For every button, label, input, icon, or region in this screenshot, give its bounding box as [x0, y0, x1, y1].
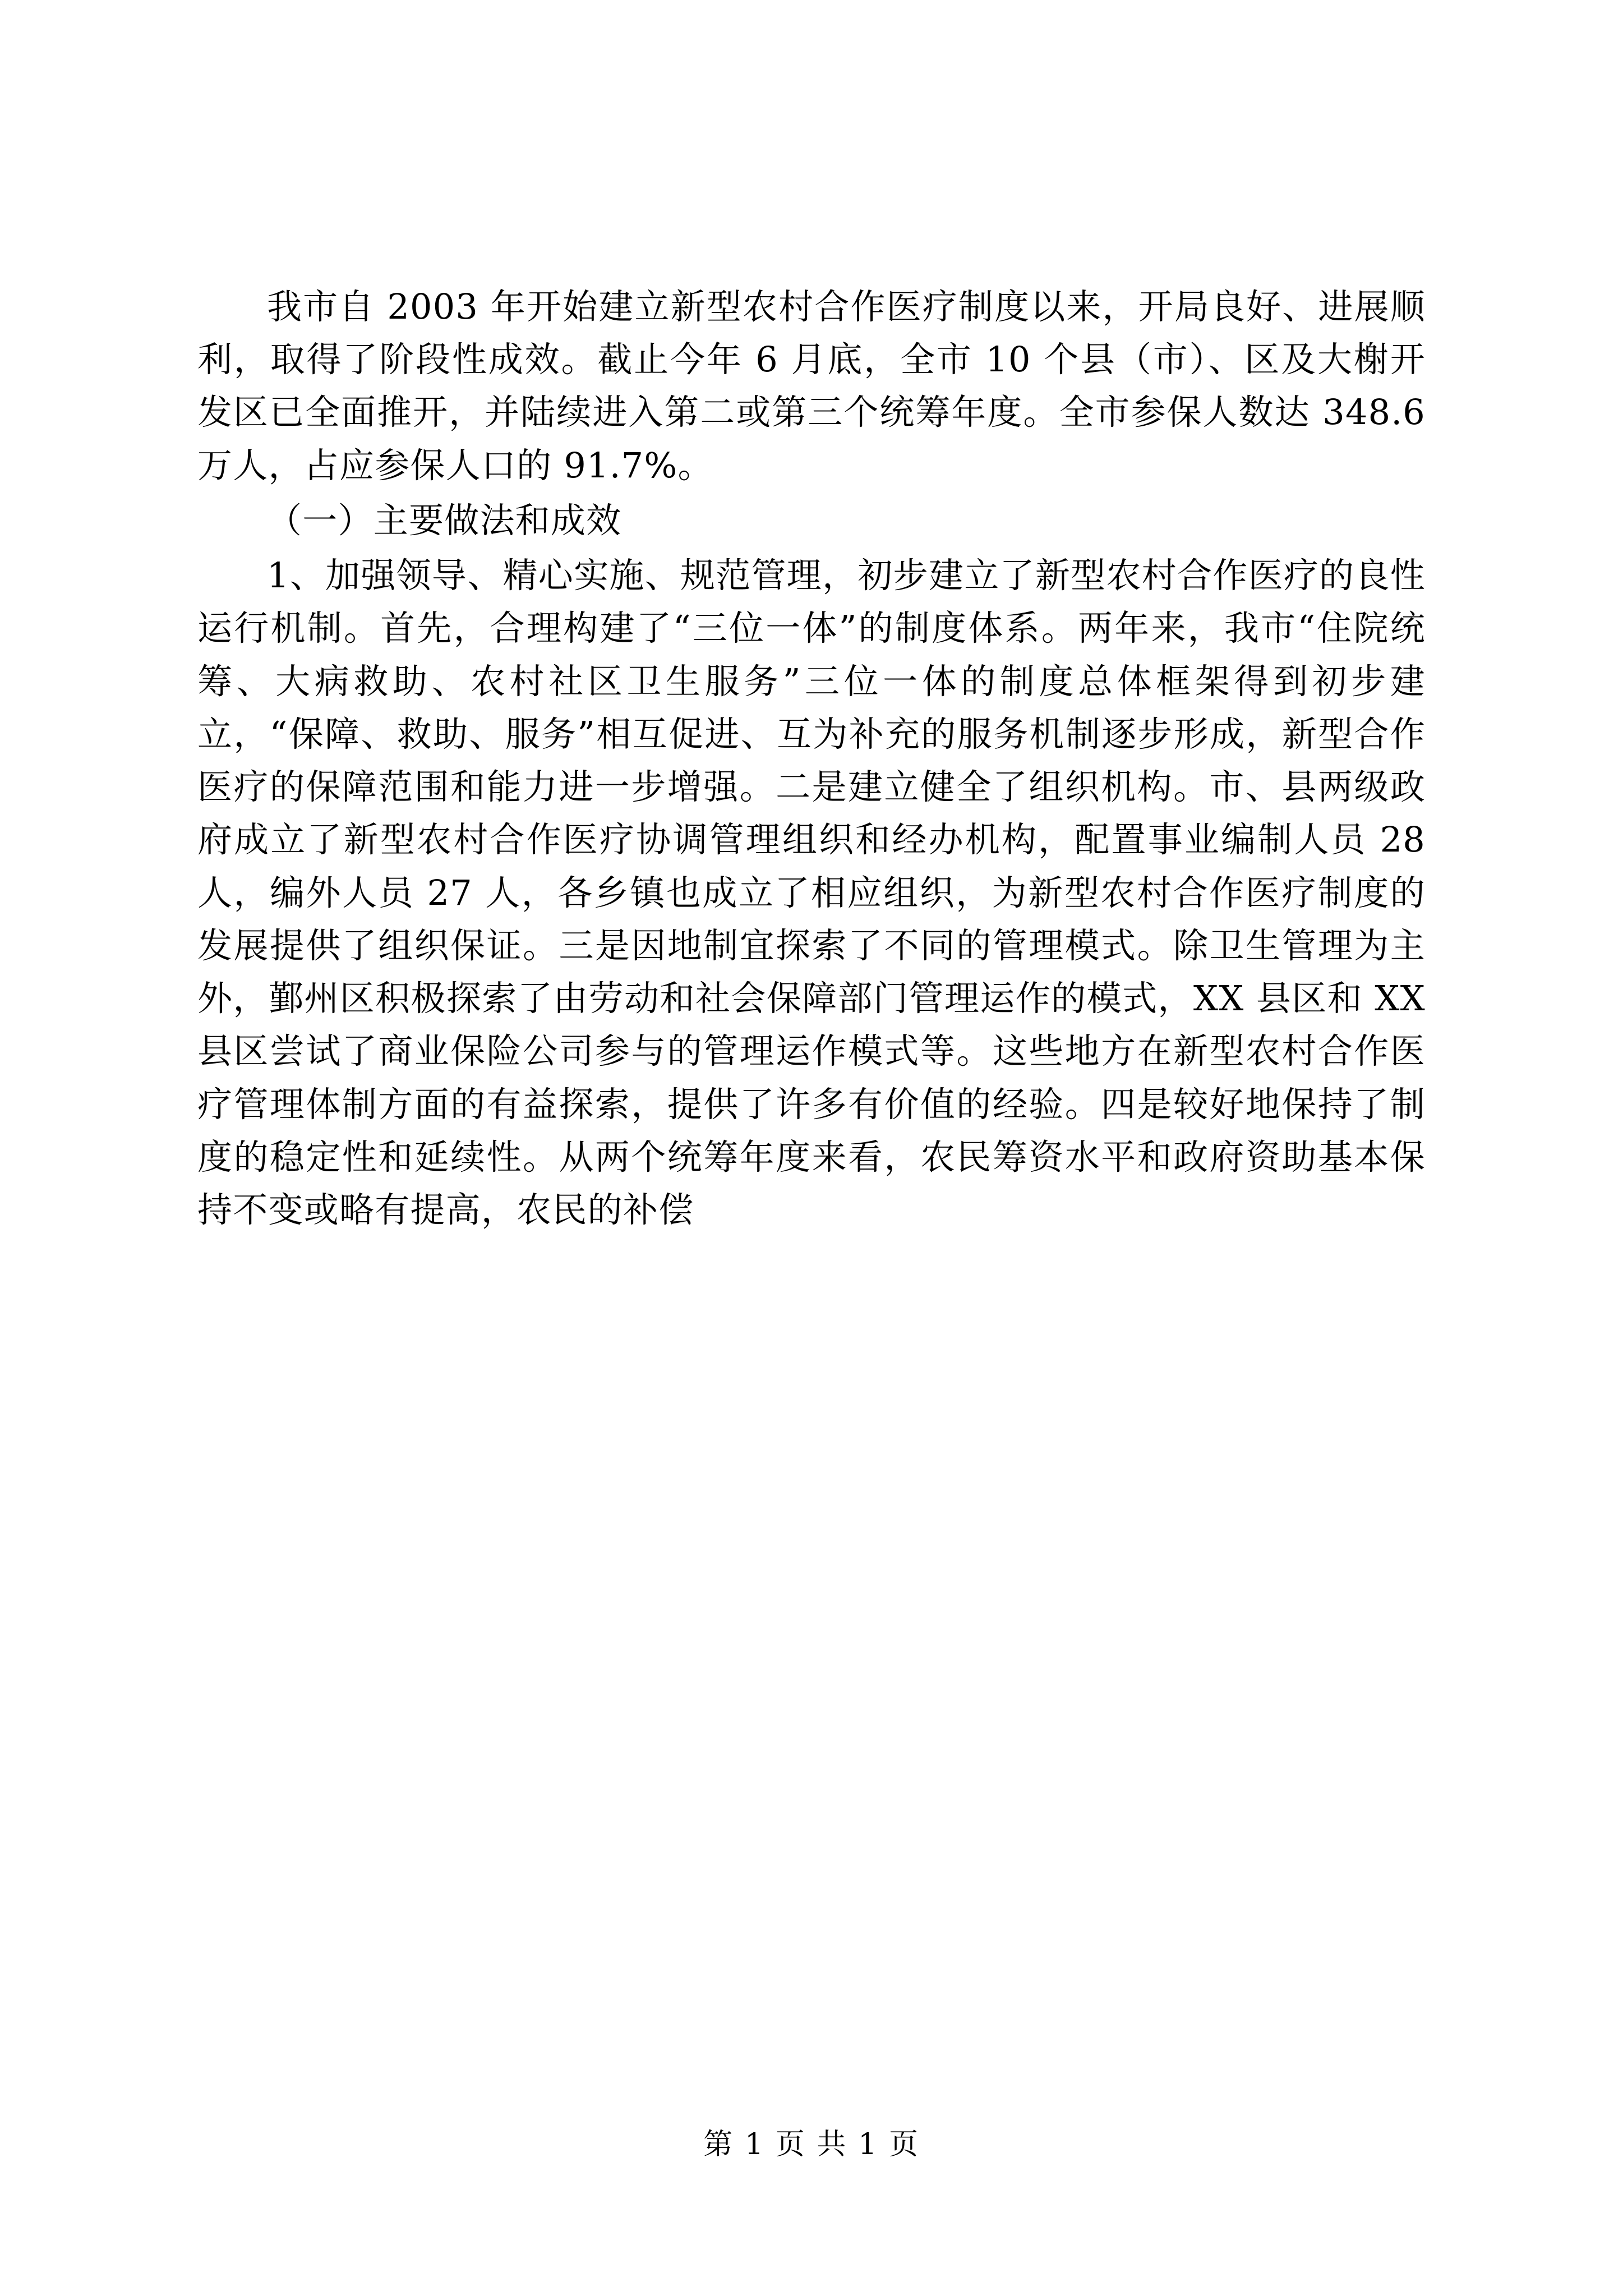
page-footer: 第 1 页 共 1 页: [703, 2128, 920, 2161]
document-body: [197, 280, 1426, 1239]
paragraph-1: 我市自 2003 年开始建立新型农村合作医疗制度以来，开局良好、进展顺利，取得了阶段性成效。截止今年 6 月底，全市 10 个县（市）、区及大榭开发区已全面推开，并陆续进入第二或第三个统筹年度。全市参保人数达 348.6 万人，占应参保人口的 91.7%。: [197, 286, 1426, 486]
paragraph-2: 1、加强领导、精心实施、规范管理，初步建立了新型农村合作医疗的良性运行机制。首先，合理构建了“三位一体”的制度体系。两年来，我市“住院统筹、大病救助、农村社区卫生服务”三位一体的制度总体框架得到初步建立，“保障、救助、服务”相互促进、互为补充的服务机制逐步形成，新型合作医疗的保障范围和能力进一步增强。二是建立健全了组织机构。市、县两级政府成立了新型农村合作医疗协调管理组织和经办机构，配置事业编制人员 28 人，编外人员 27 人，各乡镇也成立了相应组织，为新型农村合作医疗制度的发展提供了组织保证。三是因地制宜探索了不同的管理模式。除卫生管理为主外，鄞州区积极探索了由劳动和社会保障部门管理运作的模式，XX 县区和 XX 县区尝试了商业保险公司参与的管理运作模式等。这些地方在新型农村合作医疗管理体制方面的有益探索，提供了许多有价值的经验。四是较好地保持了制度的稳定性和延续性。从两个统筹年度来看，农民筹资水平和政府资助基本保持不变或略有提高，农民的补偿: [197, 555, 1426, 1230]
paragraph-heading-1: （一）主要做法和成效: [267, 499, 622, 541]
